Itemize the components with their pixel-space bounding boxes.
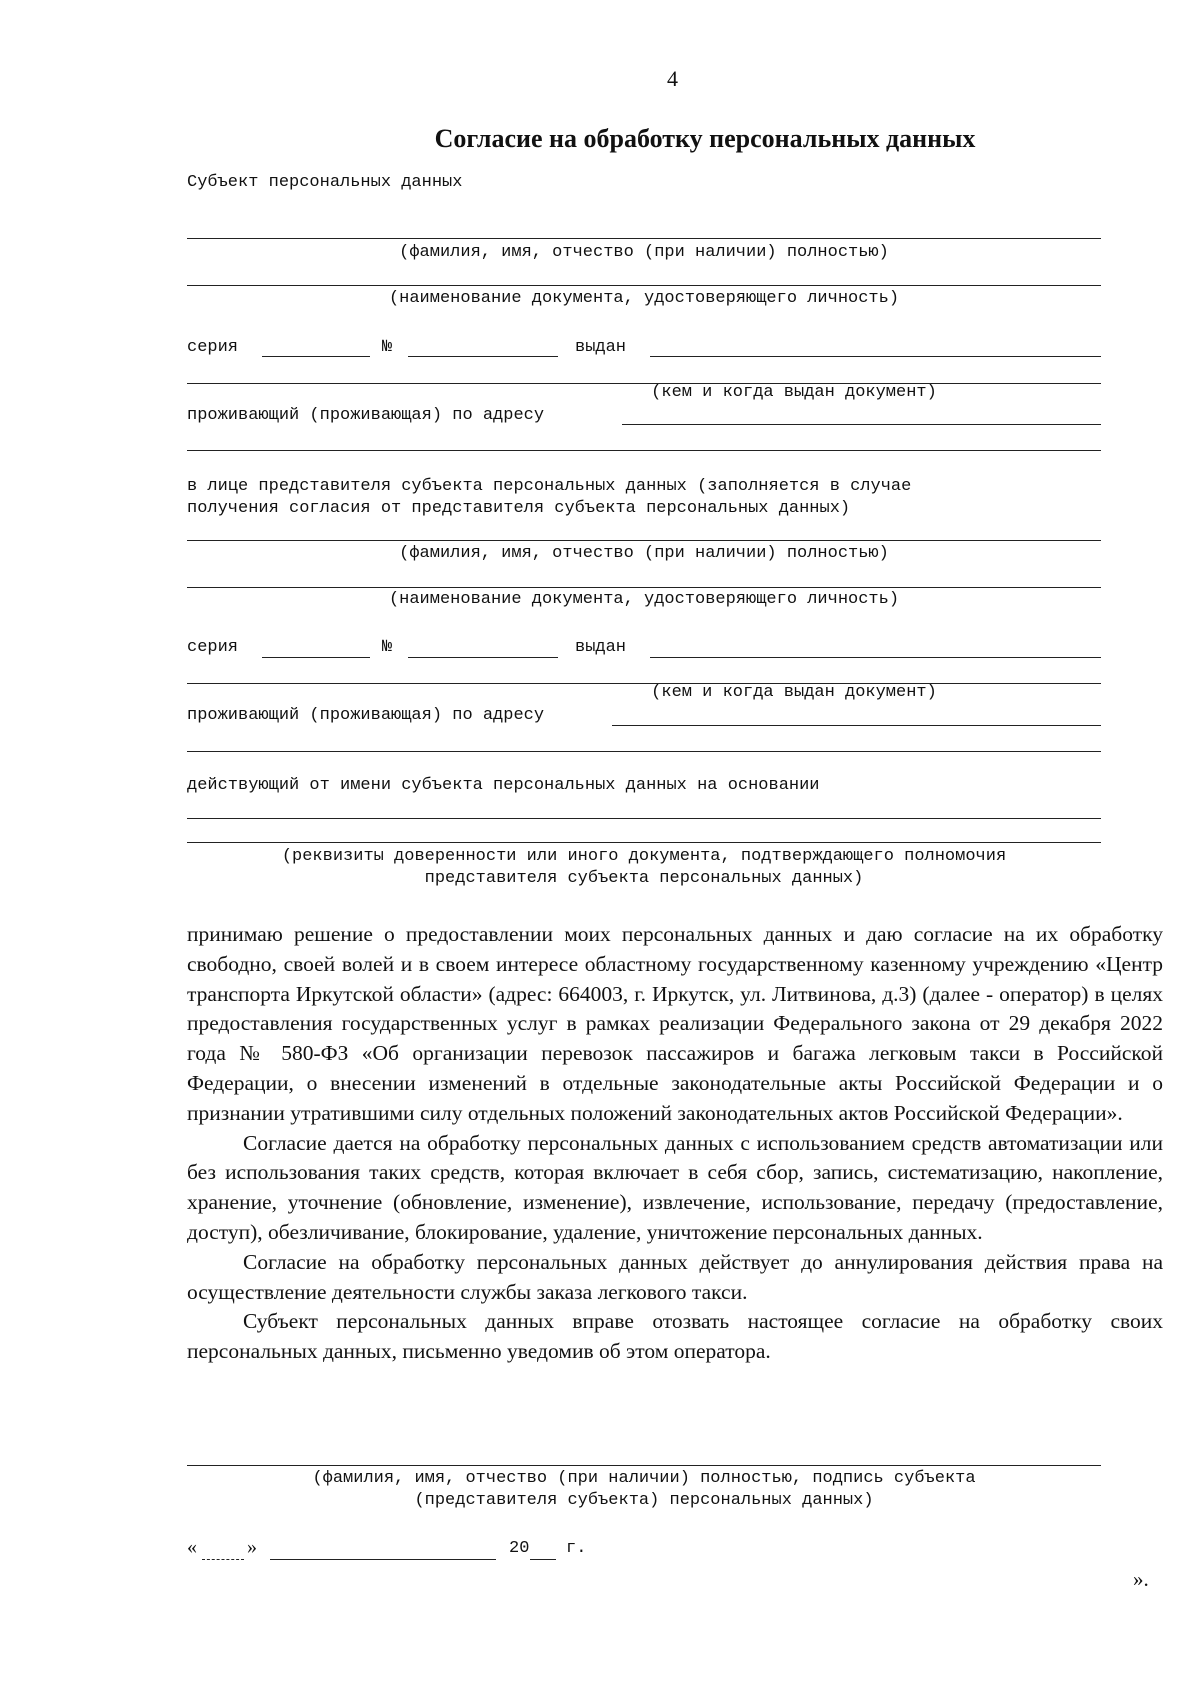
address-field-line[interactable] (622, 424, 1101, 425)
consent-paragraph: Субъект персональных данных вправе отозвать настоящее согласие на обработку своих персональных данных, письменно уведомив об этом оператора. (187, 1309, 1163, 1364)
document-field-line[interactable] (187, 285, 1101, 286)
rep-address-field-line-2[interactable] (187, 751, 1101, 752)
document-title: Согласие на обработку персональных данных (434, 124, 976, 153)
consent-body (187, 920, 1163, 1367)
rep-document-hint: (наименование документа, удостоверяющего личность) (388, 590, 900, 609)
basis-field-line[interactable] (187, 818, 1101, 819)
rep-document-field-line[interactable] (187, 587, 1101, 588)
consent-paragraph: Согласие дается на обработку персональных данных с использованием средств автоматизации или без использования таких средств, которая включает в себя сбор, запись, систематизацию, накопление, хранение, уточнение (обновление, изменение), извлечение, использование, передачу (предоставление, доступ), обезличивание, блокирование, удаление, уничтожение персональных данных. (187, 1130, 1163, 1244)
issued-by-hint: (кем и когда выдан документ) (651, 383, 937, 402)
signature-hint-line2: (представителя субъекта) персональных данных) (414, 1491, 874, 1510)
rep-address-label: проживающий (проживающая) по адресу (187, 706, 545, 725)
fio-hint: (фамилия, имя, отчество (при наличии) полностью) (399, 243, 889, 262)
subject-label: Субъект персональных данных (187, 173, 463, 192)
number-label: № (382, 338, 393, 357)
rep-fio-field-line[interactable] (187, 540, 1101, 541)
rep-fio-hint: (фамилия, имя, отчество (при наличии) полностью) (399, 544, 889, 563)
date-close-quote: » (247, 1536, 257, 1558)
series-label: серия (187, 338, 239, 357)
date-month-field-line[interactable] (270, 1559, 496, 1560)
signature-field-line[interactable] (187, 1465, 1101, 1466)
issued-label: выдан (575, 338, 627, 357)
proxy-hint-line1: (реквизиты доверенности или иного документа, подтверждающего полномочия (281, 847, 1007, 866)
representative-note-line1: в лице представителя субъекта персональных данных (заполняется в случае (187, 477, 912, 496)
rep-issued-field-line[interactable] (650, 657, 1101, 658)
rep-address-field-line[interactable] (612, 725, 1101, 726)
number-field-line[interactable] (408, 356, 558, 357)
rep-series-label: серия (187, 638, 239, 657)
acting-basis-label: действующий от имени субъекта персональных данных на основании (187, 776, 820, 795)
rep-series-field-line[interactable] (262, 657, 370, 658)
rep-number-field-line[interactable] (408, 657, 558, 658)
document-hint: (наименование документа, удостоверяющего личность) (388, 289, 900, 308)
proxy-hint-line2: представителя субъекта персональных данных) (424, 869, 864, 888)
issued-field-line[interactable] (650, 356, 1101, 357)
rep-number-label: № (382, 638, 393, 657)
date-year-field-line[interactable] (530, 1559, 556, 1560)
closing-quote-mark: ». (1133, 1567, 1149, 1591)
date-year-suffix: г. (566, 1539, 587, 1558)
date-open-quote: « (187, 1536, 197, 1558)
consent-paragraph: Согласие на обработку персональных данных действует до аннулирования действия права на осуществление деятельности службы заказа легкового такси. (187, 1249, 1163, 1304)
address-field-line-2[interactable] (187, 450, 1101, 451)
page-number: 4 (667, 66, 678, 91)
basis-field-line-2[interactable] (187, 842, 1101, 843)
representative-note-line2: получения согласия от представителя субъекта персональных данных) (187, 499, 851, 518)
series-field-line[interactable] (262, 356, 370, 357)
signature-hint-line1: (фамилия, имя, отчество (при наличии) полностью, подпись субъекта (312, 1469, 976, 1488)
date-day-field-line[interactable] (202, 1559, 244, 1560)
date-year-prefix: 20 (509, 1539, 530, 1558)
rep-issued-label: выдан (575, 638, 627, 657)
consent-paragraph: принимаю решение о предоставлении моих персональных данных и даю согласие на их обработку свободно, своей волей и в своем интересе областному государственному казенному учреждению «Центр транспорта Иркутской области» (адрес: 664003, г. Иркутск, ул. Литвинова, д.3) (далее - оператор) в целях предоставления государственных услуг в рамках реализации Федерального закона от 29 декабря 2022 года № 580-ФЗ «Об организации перевозок пассажиров и багажа легковым такси в Российской Федерации, о внесении изменений в отдельные законодательные акты Российской Федерации и о признании утратившими силу отдельных положений законодательных актов Российской Федерации». (187, 922, 1163, 1125)
rep-issued-by-hint: (кем и когда выдан документ) (651, 683, 937, 702)
fio-field-line[interactable] (187, 238, 1101, 239)
address-label: проживающий (проживающая) по адресу (187, 406, 545, 425)
